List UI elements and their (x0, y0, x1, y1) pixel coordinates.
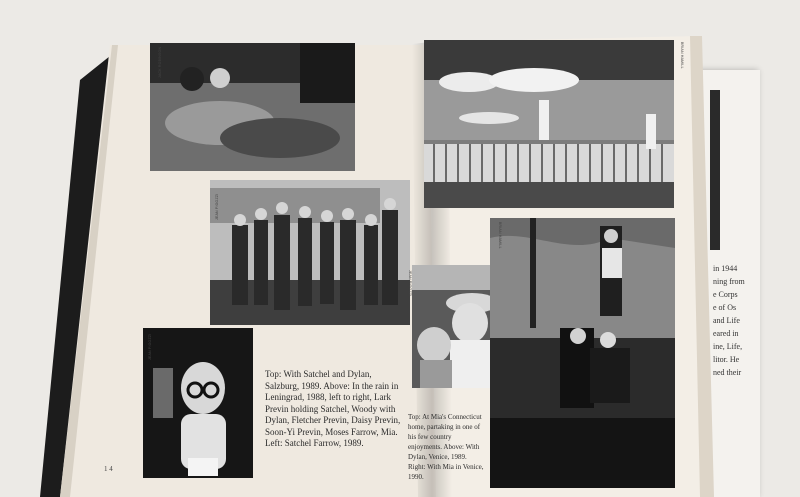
photo-credit-6: JEAN PIGOZZI (408, 270, 412, 297)
background-book-text: in 1944 ning from e Corps e of Os and Life eared in ine, Life, litor. He ned their (713, 264, 745, 377)
photo-satchel-glasses (143, 328, 253, 478)
photo-credit-4: BRIAN HAMILL (680, 42, 684, 69)
photo-family-bed (150, 43, 355, 171)
photo-venice-gondola (490, 218, 675, 488)
photo-credit-1: JACK ROBINSON (158, 46, 162, 78)
left-page-caption: Top: With Satchel and Dylan, Salzburg, 1989. Above: In the rain in Leningrad, 1988, left to right, Lark Previn holding Satchel, Woody with Dylan, Fletcher Previn, Daisy Previn, Soon-Yi Previn, Moses Farrow, Mia. Left: Satchel Farrow, 1989. (265, 369, 401, 448)
page-number: 1 4 (104, 465, 113, 473)
photo-leningrad-group (210, 180, 410, 325)
photo-connecticut-home (424, 40, 674, 208)
photo-credit-2: JEAN PIGOZZI (215, 193, 219, 220)
photo-credit-5: BRIAN HAMILL (498, 222, 502, 249)
right-page-caption: Top: At Mia's Connecticut home, partaking in one of his few country enjoyments. Above: With Dylan, Venice, 1989. Right: With Mia in Venice, 1990. (408, 413, 484, 481)
photo-credit-3: JEAN PIGOZZI (148, 333, 152, 360)
